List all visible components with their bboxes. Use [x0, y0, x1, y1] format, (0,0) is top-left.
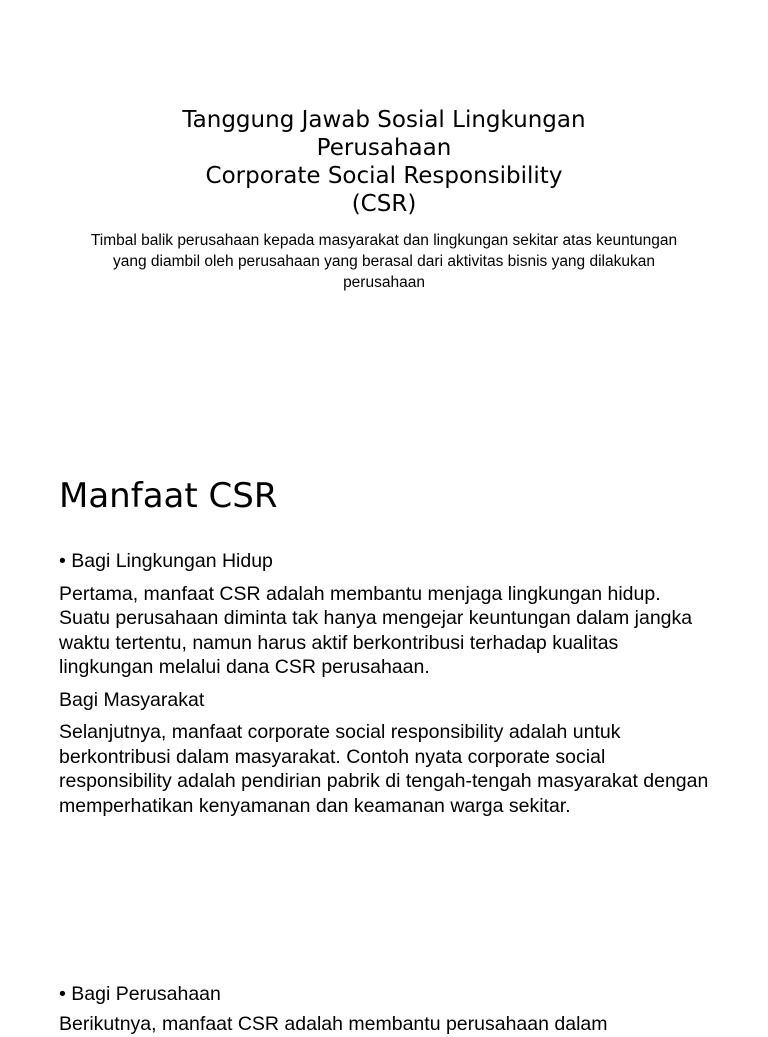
bullet-company: • Bagi Perusahaan [59, 983, 221, 1005]
slide-title [100, 106, 668, 218]
content-body [59, 549, 709, 826]
section-heading: Manfaat CSR [59, 476, 278, 516]
title-line-1: Tanggung Jawab Sosial Lingkungan [182, 107, 586, 133]
title-line-3: Corporate Social Responsibility [205, 163, 563, 189]
bullet-environment: • Bagi Lingkungan Hidup [59, 550, 273, 572]
paragraph-company-partial: Berikutnya, manfaat CSR adalah membantu perusahaan dalam [59, 1013, 608, 1035]
slide-subtitle: Timbal balik perusahaan kepada masyarakat dan lingkungan sekitar atas keuntungan yang diambil oleh perusahaan yang berasal dari aktivitas bisnis yang dilakukan perusahaan [90, 232, 678, 291]
title-line-4: (CSR) [351, 191, 417, 217]
title-line-2: Perusahaan [316, 135, 452, 161]
subheading-society: Bagi Masyarakat [59, 688, 205, 711]
paragraph-society: Selanjutnya, manfaat corporate social responsibility adalah untuk berkontribusi dalam masyarakat. Contoh nyata corporate social responsibility adalah pendirian pabrik di tengah-tengah masyarakat dengan memperhatikan kenyamanan dan keamanan warga sekitar. [59, 721, 709, 817]
paragraph-environment: Pertama, manfaat CSR adalah membantu menjaga lingkungan hidup. Suatu perusahaan diminta tak hanya mengejar keuntungan dalam jangka waktu tertentu, namun harus aktif berkontribusi terhadap kualitas lingkungan melalui dana CSR perusahaan. [59, 582, 693, 678]
